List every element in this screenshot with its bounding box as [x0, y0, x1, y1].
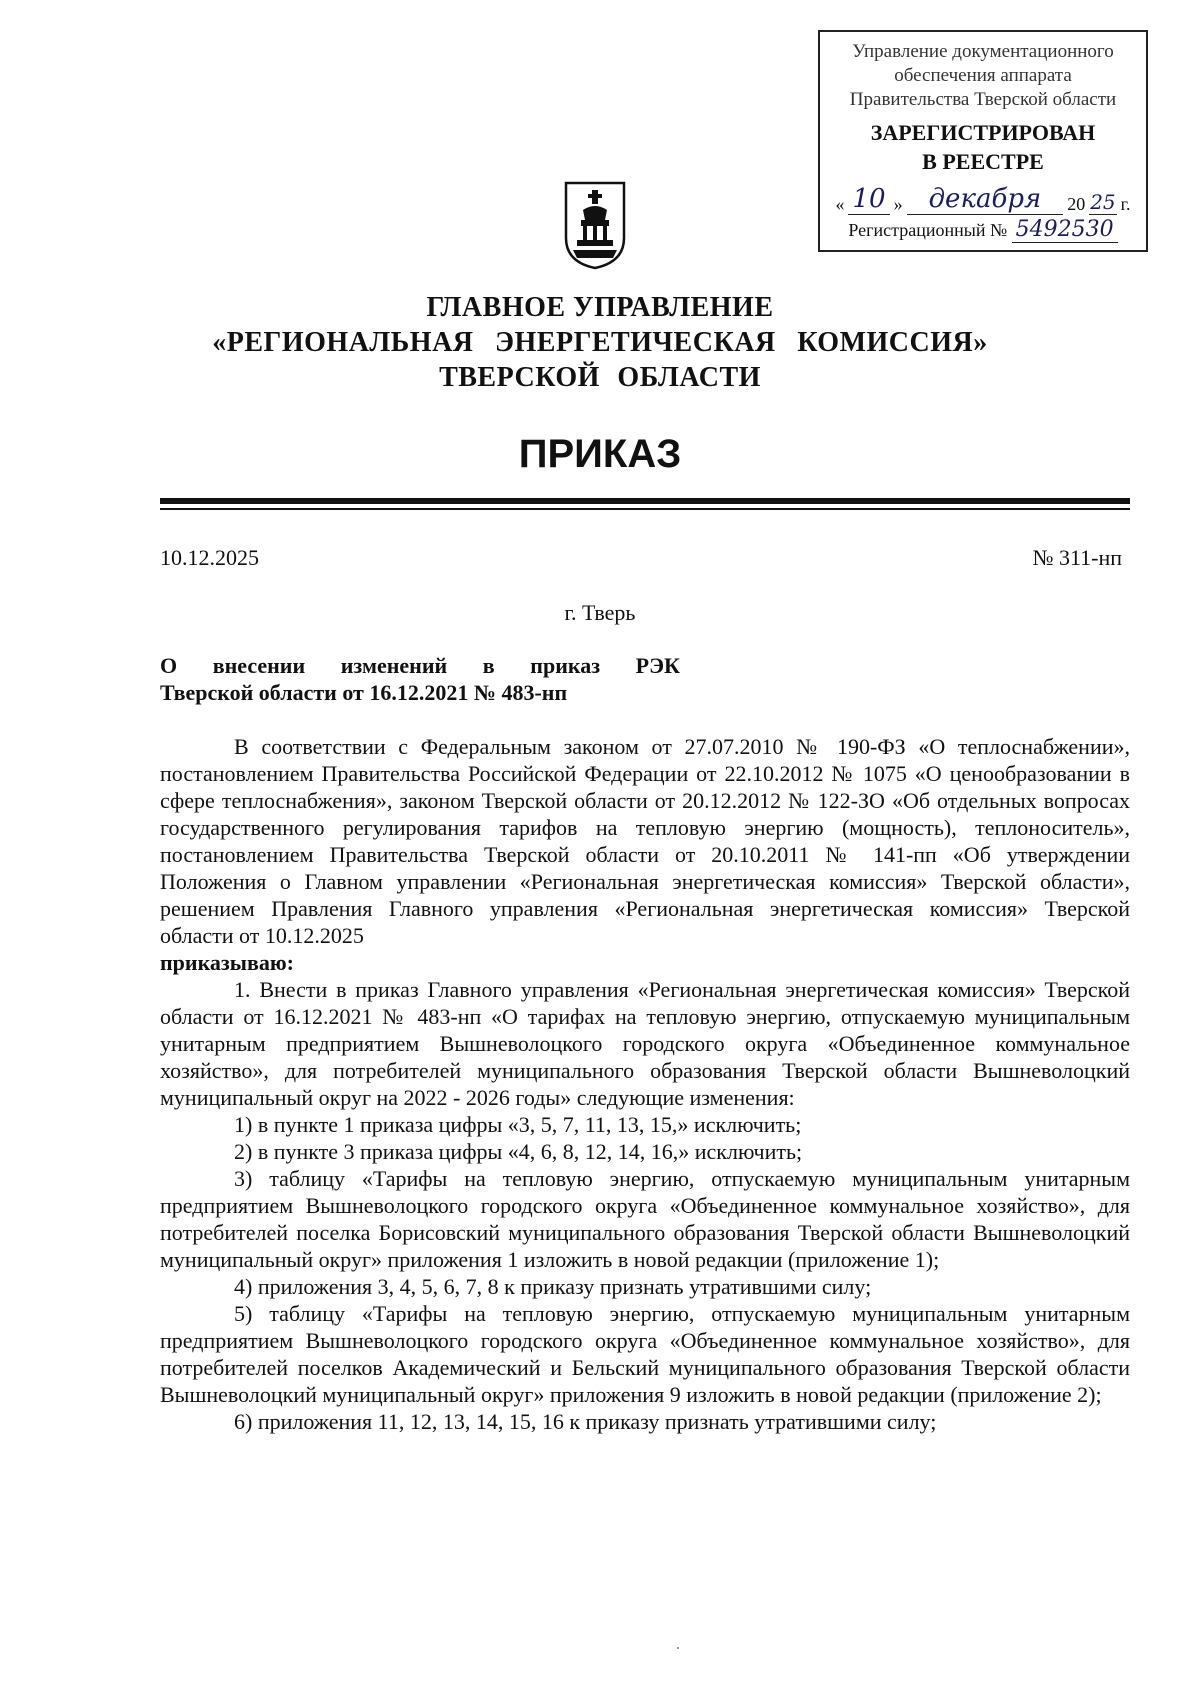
- order-subject: [160, 652, 680, 706]
- header-divider-thin: [160, 508, 1130, 510]
- order-city: г. Тверь: [564, 600, 636, 625]
- stamp-day: 10: [848, 184, 889, 215]
- order-body: [160, 733, 1130, 1435]
- stamp-month: декабря: [907, 184, 1064, 215]
- stamp-reg-line: [820, 217, 1146, 242]
- subpoint-6: 6) приложения 11, 12, 13, 14, 15, 16 к приказу признать утратившими силу;: [234, 1409, 937, 1434]
- subject-line2: Тверской области от 16.12.2021 № 483-нп: [160, 680, 568, 705]
- preamble-paragraph: В соответствии с Федеральным законом от 27.07.2010 № 190-ФЗ «О теплоснабжении», постановлением Правительства Российской Федерации от 22.10.2012 № 1075 «О ценообразовании в сфере теплоснабжения», законом Тверской области от 20.12.2012 № 122-ЗО «Об отдельных вопросах государственного регулирования тарифов на тепловую энергию (мощность), теплоноситель», постановлением Правительства Тверской области от 20.10.2011 № 141-пп «Об утверждении Положения о Главном управлении «Региональная энергетическая комиссия» Тверской области», решением Правления Главного управления «Региональная энергетическая комиссия» Тверской области от 10.12.2025: [160, 734, 1130, 948]
- document-type-title: ПРИКАЗ: [518, 432, 682, 476]
- stamp-office-line3: Правительства Тверской области: [849, 89, 1117, 110]
- order-date: 10.12.2025: [160, 545, 259, 570]
- org-name-line1: ГЛАВНОЕ УПРАВЛЕНИЕ: [426, 292, 774, 323]
- stamp-office: [820, 40, 1146, 112]
- scan-speck: [677, 1647, 679, 1649]
- tver-coat-of-arms-icon: [563, 180, 627, 270]
- subpoint-5: 5) таблицу «Тарифы на тепловую энергию, отпускаемую муниципальным унитарным предприятием Вышневолоцкого городского округа «Объединенное коммунальное хозяйство», для потребителей поселков Академический и Бельский муниципального образования Тверской области Вышневолоцкий муниципальный округ» приложения 9 изложить в новой редакции (приложение 2);: [160, 1301, 1130, 1407]
- order-word: приказываю:: [160, 950, 294, 975]
- stamp-reg-label: Регистрационный №: [848, 220, 1008, 240]
- org-name-line3: ТВЕРСКОЙ ОБЛАСТИ: [439, 362, 761, 393]
- subpoint-1: 1) в пункте 1 приказа цифры «3, 5, 7, 11, 13, 15,» исключить;: [234, 1112, 802, 1137]
- stamp-registered: [820, 118, 1146, 176]
- stamp-close-quote: »: [893, 194, 903, 214]
- order-number: № 311-нп: [1032, 545, 1122, 570]
- header-divider-thick: [160, 498, 1130, 504]
- stamp-year-prefix: 20: [1067, 194, 1086, 214]
- stamp-reg-number: 5492530: [1012, 217, 1118, 243]
- stamp-year-unit: г.: [1120, 194, 1131, 214]
- stamp-open-quote: «: [835, 194, 845, 214]
- subpoint-2: 2) в пункте 3 приказа цифры «4, 6, 8, 12, 14, 16,» исключить;: [234, 1139, 803, 1164]
- stamp-registered-line2: В РЕЕСТРЕ: [922, 149, 1044, 174]
- stamp-date-line: [820, 184, 1146, 215]
- stamp-office-line1: Управление документационного: [852, 41, 1114, 62]
- stamp-office-line2: обеспечения аппарата: [894, 65, 1072, 86]
- stamp-year-suffix: 25: [1090, 190, 1116, 214]
- stamp-registered-line1: ЗАРЕГИСТРИРОВАН: [870, 120, 1096, 145]
- point-1: 1. Внести в приказ Главного управления «Региональная энергетическая комиссия» Тверской области от 16.12.2021 № 483-нп «О тарифах на тепловую энергию, отпускаемую муниципальным унитарным предприятием Вышневолоцкого городского округа «Объединенное коммунальное хозяйство», для потребителей муниципального образования Тверской области Вышневолоцкий муниципальный округ на 2022 - 2026 годы» следующие изменения:: [160, 977, 1130, 1110]
- subpoint-4: 4) приложения 3, 4, 5, 6, 7, 8 к приказу признать утратившими силу;: [234, 1274, 872, 1299]
- org-name-line2: «РЕГИОНАЛЬНАЯ ЭНЕРГЕТИЧЕСКАЯ КОМИССИЯ»: [212, 327, 988, 358]
- registry-stamp: [818, 30, 1148, 252]
- subpoint-3: 3) таблицу «Тарифы на тепловую энергию, отпускаемую муниципальным унитарным предприятием Вышневолоцкого городского округа «Объединенное коммунальное хозяйство», для потребителей поселка Борисовский муниципального образования Тверской области Вышневолоцкий муниципальный округ» приложения 1 изложить в новой редакции (приложение 1);: [160, 1166, 1130, 1272]
- subject-line1: О внесении изменений в приказ РЭК: [160, 653, 680, 678]
